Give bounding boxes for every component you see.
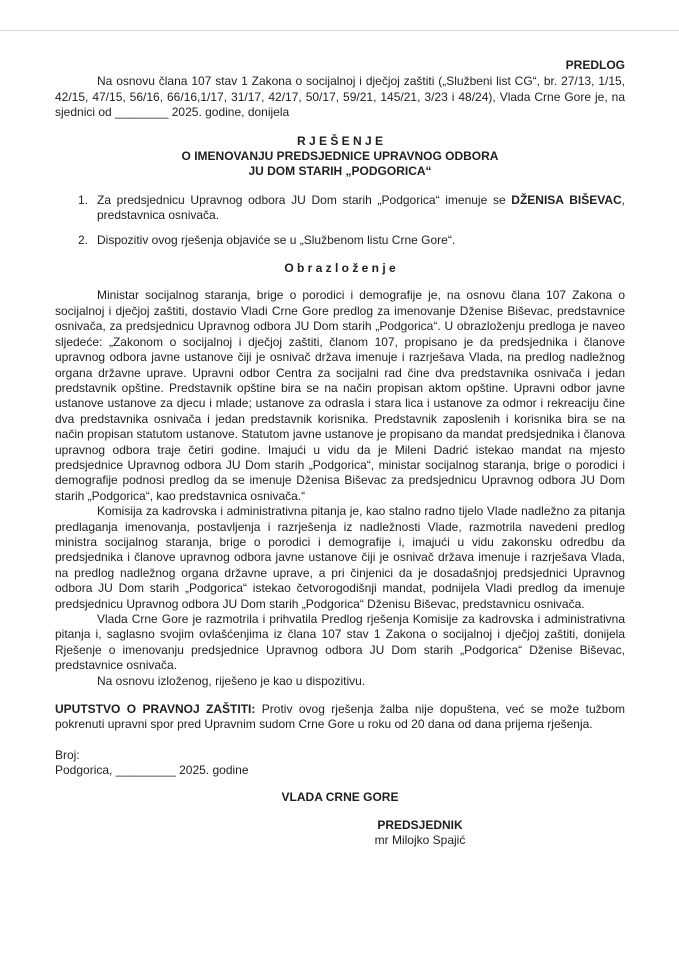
signature-title: PREDSJEDNIK — [377, 818, 463, 833]
body-paragraph-2: Komisija za kadrovska i administrativna pitanja je, kao stalno radno tijelo Vlade nadležno za pitanja predlaganja imenovanja, postavljenja i razrješenja iz nadležnosti Vlade, razmotrila navedeni predlog ministra socijalnog staranja, brige o porodici i demografije i, imajući u vidu zakonsku odredbu da predsjednika i članove upravnog odbora javne ustanove čiji je osnivač država imenuje i razrješava Vlada, na predlog nadležnog organa državne uprave, a pri činjenici da je dosadašnjoj predsjednici Upravnog odbora JU Dom starih „Podgorica“ istekao četvorogodišnji mandat, podnijela Vladi predlog da imenuje predsjednicu Upravnog odbora JU Dom starih „Podgorica“ Dženisu Biševac, predstavnicu osnivača. — [55, 504, 625, 611]
government-name: VLADA CRNE GORE — [281, 789, 399, 804]
decision-subtitle: O IMENOVANJU PREDSJEDNICE UPRAVNOG ODBORA — [181, 149, 499, 164]
dispositive-item-1 — [55, 193, 625, 224]
item-text: Dispozitiv ovog rješenja objaviće se u „Službenom listu Crne Gore“. — [97, 232, 456, 247]
dispositive-list — [55, 193, 625, 248]
document-content — [55, 58, 625, 849]
item-text-after: , predstavnica osnivača. — [97, 192, 625, 223]
signature-name: mr Milojko Spajić — [374, 833, 466, 848]
reasoning-heading: O b r a z l o ž e n j e — [284, 261, 396, 276]
item-number: 1. — [78, 192, 89, 207]
reference-block — [55, 748, 625, 779]
predlog-tag: PREDLOG — [565, 58, 625, 72]
decision-title: R J E Š E N J E — [296, 133, 384, 148]
place-date-line: Podgorica, _________ 2025. godine — [55, 763, 249, 778]
signature-block — [290, 818, 550, 849]
dispositive-item-2 — [55, 233, 625, 248]
legal-notice — [55, 702, 625, 733]
decision-subject: JU DOM STARIH „PODGORICA“ — [248, 164, 432, 179]
decision-title-block — [55, 134, 625, 180]
body-paragraph-3: Vlada Crne Gore je razmotrila i prihvatila Predlog rješenja Komisije za kadrovska i administrativna pitanja i, saglasno svojim ovlašćenjima iz člana 107 stav 1 Zakona o socijalnoj i dječjoj zaštiti, donijela Rješenje o imenovanju predsjednice Upravnog odbora JU Dom starih „Podgorica“ Dženise Biševac, predstavnice osnivača. — [55, 612, 625, 673]
number-label: Broj: — [55, 747, 80, 762]
page-top-divider — [0, 30, 679, 31]
appointee-name: DŽENISA BIŠEVAC — [511, 192, 622, 207]
body-paragraph-1: Ministar socijalnog staranja, brige o porodici i demografije je, na osnovu člana 107 Zakona o socijalnoj i dječjoj zaštiti, dostavio Vladi Crne Gore predlog za imenovanje Dženise Biševac, predstavnice osnivača, za predsjednicu Upravnog odbora JU Dom starih „Podgorica“. U obrazloženju predloga je naveo sljedeće: „Zakonom o socijalnoj i dječjoj zaštiti, članom 107, propisano je da predsjednika i članove upravnog odbora javne ustanove čiji je osnivač država imenuje i razrješava Vlada, na predlog nadležnog organa državne uprave. Upravni odbor Centra za socijalni rad čine dva predstavnika osnivača i jedan predstavnik opštine. Predstavnik opštine bira se na način propisan aktom opštine. Upravni odbor javne ustanove ustanove za djecu i mlade; ustanove za odrasla i stara lica i ustanove za odmor i rekreaciju čine dva predstavnika osnivača i jedan predstavnik korisnika. Predstavnik zaposlenih i korisnika bira se na način propisan statutom ustanove. Statutom javne ustanove je propisano da mandat predsjednika i članova upravnog odbora traje četiri godine. Imajući u vidu da je Mileni Dadrić istekao mandat na mjesto predsjednice Upravnog odbora JU Dom starih „Podgorica“, ministar socijalnog staranja, brige o porodici i demografije podnosi predlog da se imenuje Dženisa Biševac za predsjednicu Upravnog odbora JU Dom starih „Podgorica“, kao predstavnica osnivača.“ — [55, 288, 625, 503]
legal-notice-text: Protiv ovog rješenja žalba nije dopuštena, već se može tužbom pokrenuti upravni spor pred Upravnim sudom Crne Gore u roku od 20 dana od dana prijema rješenja. — [55, 702, 625, 732]
item-number: 2. — [78, 232, 89, 247]
intro-paragraph: Na osnovu člana 107 stav 1 Zakona o socijalnoj i dječjoj zaštiti („Službeni list CG“, br. 27/13, 1/15, 42/15, 47/15, 56/16, 66/16,1/17, 31/17, 42/17, 50/17, 59/21, 145/21, 3/23 i 48/24), Vlada Crne Gore je, na sjednici od ________ 2025. godine, donijela — [55, 74, 625, 120]
body-paragraph-4: Na osnovu izloženog, riješeno je kao u dispozitivu. — [97, 673, 366, 688]
item-text: Za predsjednicu Upravnog odbora JU Dom starih „Podgorica“ imenuje se — [97, 192, 512, 207]
legal-notice-label: UPUTSTVO O PRAVNOJ ZAŠTITI: — [55, 702, 256, 717]
